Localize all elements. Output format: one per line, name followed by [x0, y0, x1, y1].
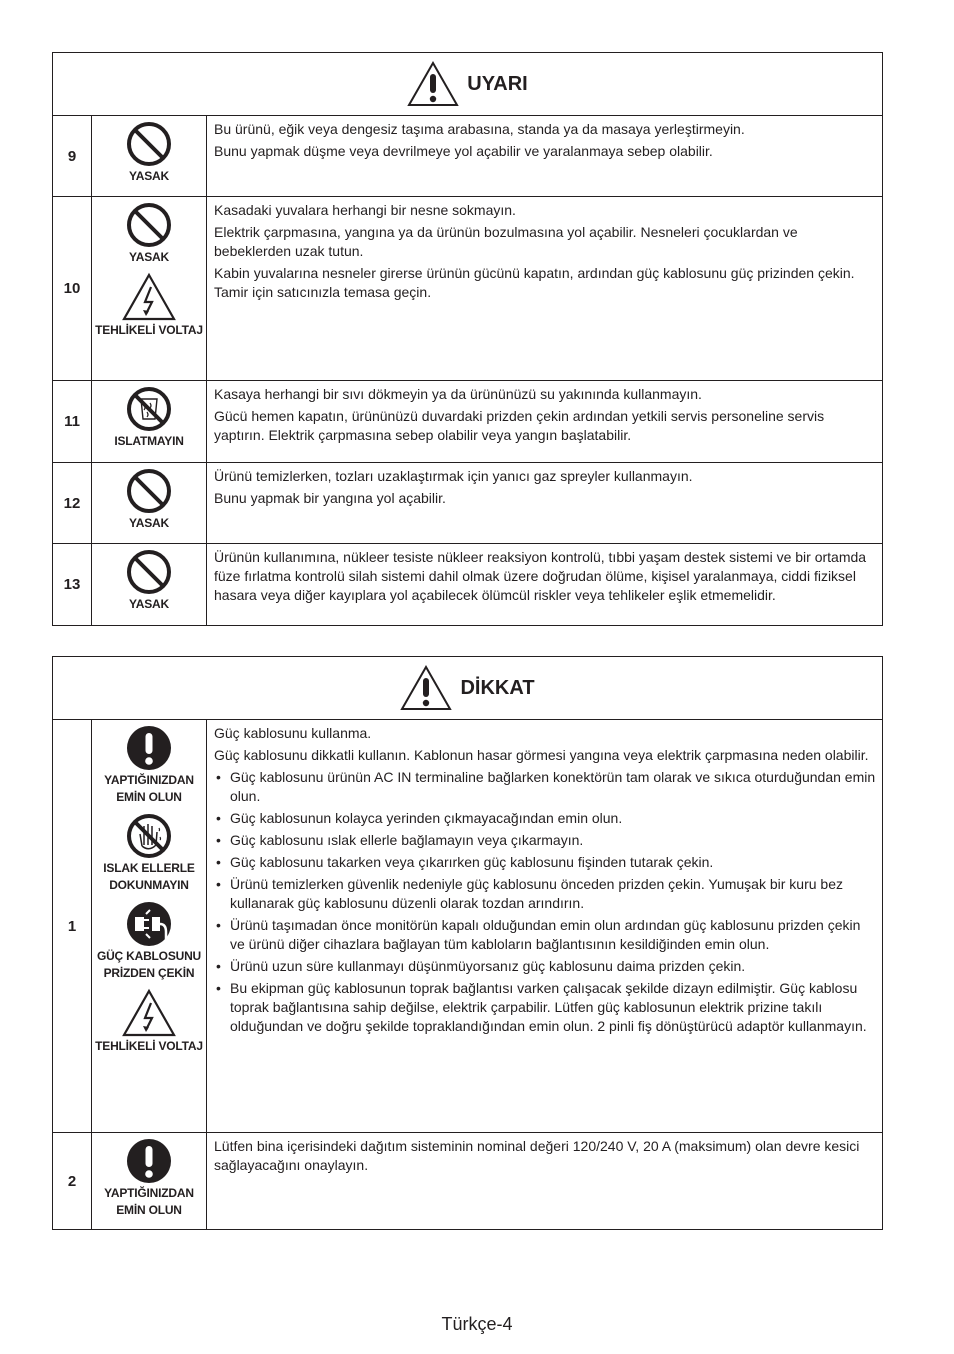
warning-row	[53, 196, 882, 380]
icon-caption: ISLATMAYIN	[114, 434, 184, 448]
paragraph: Bu ürünü, eğik veya dengesiz taşıma arabasına, standa ya da masaya yerleştirmeyin.	[214, 121, 745, 137]
voltage-icon	[121, 988, 177, 1038]
icon-caption: YAPTIĞINIZDAN EMİN OLUN	[104, 1186, 194, 1217]
list-item: • Güç kablosunu ıslak ellerle bağlamayın veya çıkarmayın.	[214, 831, 876, 850]
warning-row	[53, 462, 882, 543]
row-number: 1	[53, 720, 92, 1132]
icon-caption: YASAK	[129, 169, 169, 183]
paragraph: Bunu yapmak bir yangına yol açabilir.	[214, 490, 446, 506]
voltage-icon	[121, 272, 177, 322]
prohibit-icon	[125, 548, 173, 596]
prohibit-icon	[125, 201, 173, 249]
icon-caption: YASAK	[129, 250, 169, 264]
row-text	[207, 1133, 882, 1229]
paragraph: Bunu yapmak düşme veya devrilmeye yol açabilir ve yaralanmaya sebep olabilir.	[214, 143, 713, 159]
icon-block	[95, 988, 203, 1055]
icon-block	[125, 120, 173, 185]
row-text	[207, 463, 882, 543]
row-text	[207, 197, 882, 380]
list-item: • Güç kablosunun kolayca yerinden çıkmayacağından emin olun.	[214, 809, 876, 828]
caution-row	[53, 720, 882, 1132]
icon-caption: TEHLİKELİ VOLTAJ	[95, 323, 203, 337]
warning-header	[53, 53, 882, 116]
caution-title: DİKKAT	[460, 676, 535, 699]
paragraph: Kasaya herhangi bir sıvı dökmeyin ya da ürününüzü su yakınında kullanmayın.	[214, 386, 702, 402]
icon-block	[92, 724, 206, 806]
paragraph: Ürünü temizlerken, tozları uzaklaştırmak için yanıcı gaz spreyler kullanmayın.	[214, 468, 693, 484]
icon-block	[95, 272, 203, 339]
icon-column	[92, 381, 207, 462]
row-text	[207, 544, 882, 625]
icon-caption: YAPTIĞINIZDAN EMİN OLUN	[104, 773, 194, 804]
bullet-list	[214, 768, 876, 1036]
icon-column	[92, 1133, 207, 1229]
nowet-icon	[125, 385, 173, 433]
row-text	[207, 116, 882, 196]
paragraph: Gücü hemen kapatın, ürününüzü duvardaki prizden çekin ardından yetkili servis personeline servis yaptırın. Elektrik çarpmasına sebep olabilir veya yangın başlatabilir.	[214, 408, 825, 443]
row-text	[207, 720, 882, 1132]
warning-title: UYARI	[467, 72, 528, 95]
warning-triangle-icon	[407, 61, 459, 107]
mandatory-icon	[125, 1137, 173, 1185]
list-item: • Bu ekipman güç kablosunun toprak bağlantısı varken çalışacak şekilde dizayn edilmiştir. Güç kablosu toprak bağlantısına sahip değilse, elektrik çarpabilir. Lütfen güç kablosunun elektrik prizine takılı olduğundan ve doğru şekilde topraklandığından emin olun. 2 pinli fiş dönüştürücü adaptör kullanmayın.	[214, 979, 876, 1036]
caution-table	[52, 656, 883, 1230]
mandatory-icon	[125, 724, 173, 772]
warning-row	[53, 116, 882, 196]
row-text	[207, 381, 882, 462]
row-number: 12	[53, 463, 92, 543]
icon-block	[92, 812, 206, 894]
icon-block	[125, 548, 173, 613]
row-number: 9	[53, 116, 92, 196]
prohibit-icon	[125, 120, 173, 168]
prohibit-icon	[125, 467, 173, 515]
list-item: • Güç kablosunu takarken veya çıkarırken güç kablosunu fişinden tutarak çekin.	[214, 853, 876, 872]
paragraph: Güç kablosunu dikkatli kullanın. Kablonun hasar görmesi yangına veya elektrik çarpmasına neden olabilir.	[214, 747, 869, 763]
icon-column	[92, 197, 207, 380]
paragraph: Kabin yuvalarına nesneler girerse ürünün gücünü kapatın, ardından güç kablosunu güç prizinden çekin. Tamir için satıcınızla temasa geçin.	[214, 265, 855, 300]
icon-caption: GÜÇ KABLOSUNU PRİZDEN ÇEKİN	[96, 949, 202, 980]
paragraph: Lütfen bina içerisindeki dağıtım sisteminin nominal değeri 120/240 V, 20 A (maksimum) olan devre kesici sağlayacağını onaylayın.	[214, 1138, 860, 1173]
icon-block	[92, 900, 206, 982]
list-item: • Ürünü taşımadan önce monitörün kapalı olduğundan emin olun ardından güç kablosunu prizden çekin ve ürünü diğer cihazlara bağlayan tüm kabloların bağlantısının kesildiğinden emin olun.	[214, 916, 876, 954]
row-number: 2	[53, 1133, 92, 1229]
page-number: Türkçe-4	[441, 1314, 513, 1334]
icon-caption: ISLAK ELLERLE DOKUNMAYIN	[103, 861, 195, 892]
warning-table	[52, 52, 883, 626]
list-item: • Güç kablosunu ürünün AC IN terminaline bağlarken konektörün tam olarak ve sıkıca oturduğundan emin olun.	[214, 768, 876, 806]
caution-header	[53, 657, 882, 720]
icon-block	[92, 1137, 206, 1219]
icon-caption: TEHLİKELİ VOLTAJ	[95, 1039, 203, 1053]
list-item: • Ürünü temizlerken güvenlik nedeniyle güç kablosunu önceden prizden çekin. Yumuşak bir kuru bez kullanarak güç kablosunu düzenli olarak tozdan arındırın.	[214, 875, 876, 913]
icon-block	[125, 201, 173, 266]
paragraph: Güç kablosunu kullanma.	[214, 725, 372, 741]
warning-row	[53, 543, 882, 625]
icon-block	[125, 467, 173, 532]
caution-triangle-icon	[400, 665, 452, 711]
warning-row	[53, 380, 882, 462]
icon-column	[92, 544, 207, 625]
caution-row	[53, 1132, 882, 1229]
icon-caption: YASAK	[129, 597, 169, 611]
nowethand-icon	[125, 812, 173, 860]
icon-column	[92, 116, 207, 196]
icon-column	[92, 720, 207, 1132]
row-number: 13	[53, 544, 92, 625]
icon-caption: YASAK	[129, 516, 169, 530]
paragraph: Elektrik çarpmasına, yangına ya da ürünün bozulmasına yol açabilir. Nesneleri çocuklardan ve bebeklerden uzak tutun.	[214, 224, 798, 259]
list-item: • Ürünü uzun süre kullanmayı düşünmüyorsanız güç kablosunu daima prizden çekin.	[214, 957, 876, 976]
unplug-icon	[125, 900, 173, 948]
row-number: 11	[53, 381, 92, 462]
paragraph: Kasadaki yuvalara herhangi bir nesne sokmayın.	[214, 202, 516, 218]
row-number: 10	[53, 197, 92, 380]
icon-column	[92, 463, 207, 543]
paragraph: Ürünün kullanımına, nükleer tesiste nükleer reaksiyon kontrolü, tıbbi yaşam destek sistemi ve bir ortamda füze fırlatma kontrolü silah sistemi dahil olmak üzere doğrudan ölüme, kişisel yaralanmaya, ciddi fiziksel hasara veya diğer kayıplara yol açabilecek ölümcül riskler veya tehlikeler eşlik etmemelidir.	[214, 549, 867, 603]
icon-block	[114, 385, 183, 450]
